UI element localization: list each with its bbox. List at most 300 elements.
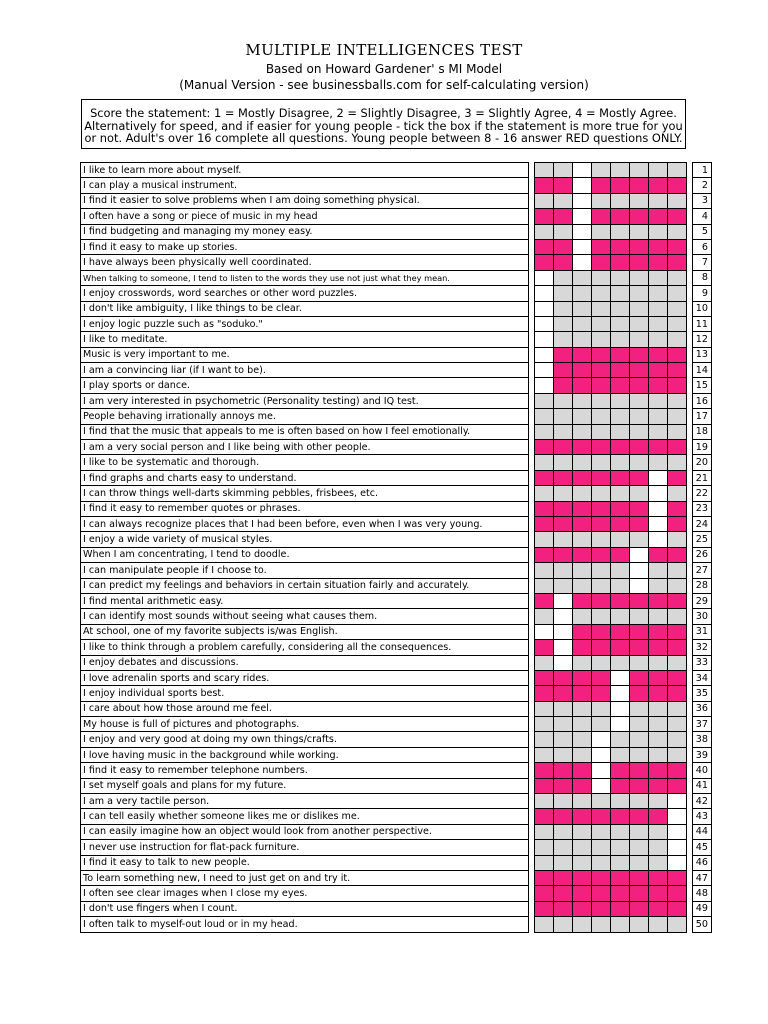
score-box-7[interactable]: [649, 209, 668, 224]
score-box-8[interactable]: [668, 593, 687, 608]
score-box-4[interactable]: [592, 209, 611, 224]
score-box-4[interactable]: [592, 624, 611, 639]
score-box-7[interactable]: [649, 778, 668, 793]
score-box-6[interactable]: [630, 193, 649, 208]
score-box-6[interactable]: [630, 701, 649, 716]
score-box-6[interactable]: [630, 332, 649, 347]
score-box-7[interactable]: [649, 239, 668, 254]
score-box-6[interactable]: [630, 532, 649, 547]
score-box-3[interactable]: [573, 547, 592, 562]
score-box-5[interactable]: [611, 516, 630, 531]
score-box-4[interactable]: [592, 440, 611, 455]
score-box-8[interactable]: [668, 640, 687, 655]
score-box-8[interactable]: [668, 470, 687, 485]
score-box-5[interactable]: [611, 609, 630, 624]
score-box-4[interactable]: [592, 224, 611, 239]
score-box-6[interactable]: [630, 286, 649, 301]
score-box-3[interactable]: [573, 886, 592, 901]
score-box-6[interactable]: [630, 547, 649, 562]
score-box-4[interactable]: [592, 301, 611, 316]
score-box-6[interactable]: [630, 224, 649, 239]
score-box-5[interactable]: [611, 855, 630, 870]
score-box-1[interactable]: [535, 593, 554, 608]
score-box-1[interactable]: [535, 840, 554, 855]
score-box-4[interactable]: [592, 824, 611, 839]
score-box-5[interactable]: [611, 686, 630, 701]
score-box-5[interactable]: [611, 824, 630, 839]
score-box-1[interactable]: [535, 424, 554, 439]
score-box-3[interactable]: [573, 209, 592, 224]
score-box-5[interactable]: [611, 316, 630, 331]
score-box-5[interactable]: [611, 763, 630, 778]
score-box-6[interactable]: [630, 809, 649, 824]
score-box-1[interactable]: [535, 440, 554, 455]
score-box-8[interactable]: [668, 901, 687, 916]
score-box-8[interactable]: [668, 193, 687, 208]
score-box-7[interactable]: [649, 763, 668, 778]
score-box-7[interactable]: [649, 286, 668, 301]
score-box-7[interactable]: [649, 470, 668, 485]
score-box-3[interactable]: [573, 794, 592, 809]
score-box-7[interactable]: [649, 393, 668, 408]
score-box-7[interactable]: [649, 224, 668, 239]
score-box-5[interactable]: [611, 409, 630, 424]
score-box-4[interactable]: [592, 347, 611, 362]
score-box-1[interactable]: [535, 516, 554, 531]
score-box-2[interactable]: [554, 501, 573, 516]
score-box-6[interactable]: [630, 593, 649, 608]
score-box-6[interactable]: [630, 455, 649, 470]
score-box-2[interactable]: [554, 193, 573, 208]
score-box-6[interactable]: [630, 655, 649, 670]
score-box-4[interactable]: [592, 486, 611, 501]
score-box-2[interactable]: [554, 655, 573, 670]
score-box-4[interactable]: [592, 778, 611, 793]
score-box-3[interactable]: [573, 732, 592, 747]
score-box-1[interactable]: [535, 917, 554, 932]
score-box-3[interactable]: [573, 470, 592, 485]
score-box-3[interactable]: [573, 501, 592, 516]
score-box-8[interactable]: [668, 809, 687, 824]
score-box-8[interactable]: [668, 455, 687, 470]
score-box-7[interactable]: [649, 640, 668, 655]
score-box-5[interactable]: [611, 809, 630, 824]
score-box-5[interactable]: [611, 239, 630, 254]
score-box-3[interactable]: [573, 270, 592, 285]
score-box-1[interactable]: [535, 578, 554, 593]
score-box-2[interactable]: [554, 424, 573, 439]
score-box-6[interactable]: [630, 717, 649, 732]
score-box-2[interactable]: [554, 563, 573, 578]
score-box-2[interactable]: [554, 901, 573, 916]
score-box-8[interactable]: [668, 239, 687, 254]
score-box-5[interactable]: [611, 332, 630, 347]
score-box-7[interactable]: [649, 840, 668, 855]
score-box-5[interactable]: [611, 363, 630, 378]
score-box-6[interactable]: [630, 824, 649, 839]
score-box-7[interactable]: [649, 855, 668, 870]
score-box-2[interactable]: [554, 332, 573, 347]
score-box-8[interactable]: [668, 163, 687, 178]
score-box-6[interactable]: [630, 763, 649, 778]
score-box-7[interactable]: [649, 332, 668, 347]
score-box-4[interactable]: [592, 763, 611, 778]
score-box-4[interactable]: [592, 686, 611, 701]
score-box-4[interactable]: [592, 717, 611, 732]
score-box-3[interactable]: [573, 239, 592, 254]
score-box-5[interactable]: [611, 347, 630, 362]
score-box-8[interactable]: [668, 501, 687, 516]
score-box-1[interactable]: [535, 609, 554, 624]
score-box-8[interactable]: [668, 224, 687, 239]
score-box-2[interactable]: [554, 209, 573, 224]
score-box-5[interactable]: [611, 424, 630, 439]
score-box-4[interactable]: [592, 255, 611, 270]
score-box-8[interactable]: [668, 486, 687, 501]
score-box-5[interactable]: [611, 670, 630, 685]
score-box-8[interactable]: [668, 209, 687, 224]
score-box-5[interactable]: [611, 378, 630, 393]
score-box-6[interactable]: [630, 624, 649, 639]
score-box-5[interactable]: [611, 701, 630, 716]
score-box-3[interactable]: [573, 778, 592, 793]
score-box-6[interactable]: [630, 578, 649, 593]
score-box-2[interactable]: [554, 747, 573, 762]
score-box-8[interactable]: [668, 701, 687, 716]
score-box-1[interactable]: [535, 563, 554, 578]
score-box-3[interactable]: [573, 363, 592, 378]
score-box-8[interactable]: [668, 578, 687, 593]
score-box-3[interactable]: [573, 163, 592, 178]
score-box-5[interactable]: [611, 732, 630, 747]
score-box-4[interactable]: [592, 640, 611, 655]
score-box-8[interactable]: [668, 747, 687, 762]
score-box-4[interactable]: [592, 917, 611, 932]
score-box-3[interactable]: [573, 193, 592, 208]
score-box-7[interactable]: [649, 455, 668, 470]
score-box-1[interactable]: [535, 901, 554, 916]
score-box-1[interactable]: [535, 239, 554, 254]
score-box-2[interactable]: [554, 378, 573, 393]
score-box-7[interactable]: [649, 378, 668, 393]
score-box-5[interactable]: [611, 886, 630, 901]
score-box-4[interactable]: [592, 794, 611, 809]
score-box-6[interactable]: [630, 209, 649, 224]
score-box-7[interactable]: [649, 701, 668, 716]
score-box-1[interactable]: [535, 255, 554, 270]
score-box-7[interactable]: [649, 655, 668, 670]
score-box-7[interactable]: [649, 440, 668, 455]
score-box-8[interactable]: [668, 547, 687, 562]
score-box-4[interactable]: [592, 578, 611, 593]
score-box-8[interactable]: [668, 316, 687, 331]
score-box-3[interactable]: [573, 578, 592, 593]
score-box-2[interactable]: [554, 286, 573, 301]
score-box-3[interactable]: [573, 286, 592, 301]
score-box-2[interactable]: [554, 717, 573, 732]
score-box-1[interactable]: [535, 286, 554, 301]
score-box-3[interactable]: [573, 747, 592, 762]
score-box-6[interactable]: [630, 301, 649, 316]
score-box-2[interactable]: [554, 624, 573, 639]
score-box-4[interactable]: [592, 547, 611, 562]
score-box-7[interactable]: [649, 824, 668, 839]
score-box-3[interactable]: [573, 224, 592, 239]
score-box-1[interactable]: [535, 501, 554, 516]
score-box-1[interactable]: [535, 378, 554, 393]
score-box-2[interactable]: [554, 732, 573, 747]
score-box-5[interactable]: [611, 532, 630, 547]
score-box-2[interactable]: [554, 855, 573, 870]
score-box-7[interactable]: [649, 870, 668, 885]
score-box-2[interactable]: [554, 163, 573, 178]
score-box-8[interactable]: [668, 778, 687, 793]
score-box-1[interactable]: [535, 547, 554, 562]
score-box-8[interactable]: [668, 855, 687, 870]
score-box-1[interactable]: [535, 470, 554, 485]
score-box-1[interactable]: [535, 701, 554, 716]
score-box-5[interactable]: [611, 501, 630, 516]
score-box-7[interactable]: [649, 809, 668, 824]
score-box-2[interactable]: [554, 547, 573, 562]
score-box-1[interactable]: [535, 332, 554, 347]
score-box-1[interactable]: [535, 393, 554, 408]
score-box-8[interactable]: [668, 409, 687, 424]
score-box-5[interactable]: [611, 178, 630, 193]
score-box-6[interactable]: [630, 393, 649, 408]
score-box-2[interactable]: [554, 455, 573, 470]
score-box-4[interactable]: [592, 670, 611, 685]
score-box-6[interactable]: [630, 270, 649, 285]
score-box-5[interactable]: [611, 470, 630, 485]
score-box-4[interactable]: [592, 655, 611, 670]
score-box-1[interactable]: [535, 209, 554, 224]
score-box-7[interactable]: [649, 501, 668, 516]
score-box-2[interactable]: [554, 532, 573, 547]
score-box-6[interactable]: [630, 316, 649, 331]
score-box-2[interactable]: [554, 178, 573, 193]
score-box-3[interactable]: [573, 855, 592, 870]
score-box-2[interactable]: [554, 224, 573, 239]
score-box-4[interactable]: [592, 886, 611, 901]
score-box-7[interactable]: [649, 347, 668, 362]
score-box-1[interactable]: [535, 163, 554, 178]
score-box-8[interactable]: [668, 763, 687, 778]
score-box-7[interactable]: [649, 424, 668, 439]
score-box-5[interactable]: [611, 563, 630, 578]
score-box-8[interactable]: [668, 563, 687, 578]
score-box-6[interactable]: [630, 886, 649, 901]
score-box-2[interactable]: [554, 917, 573, 932]
score-box-5[interactable]: [611, 301, 630, 316]
score-box-7[interactable]: [649, 193, 668, 208]
score-box-5[interactable]: [611, 593, 630, 608]
score-box-1[interactable]: [535, 270, 554, 285]
score-box-8[interactable]: [668, 440, 687, 455]
score-box-5[interactable]: [611, 440, 630, 455]
score-box-3[interactable]: [573, 424, 592, 439]
score-box-4[interactable]: [592, 163, 611, 178]
score-box-4[interactable]: [592, 809, 611, 824]
score-box-5[interactable]: [611, 286, 630, 301]
score-box-4[interactable]: [592, 563, 611, 578]
score-box-1[interactable]: [535, 855, 554, 870]
score-box-1[interactable]: [535, 624, 554, 639]
score-box-3[interactable]: [573, 563, 592, 578]
score-box-1[interactable]: [535, 747, 554, 762]
score-box-2[interactable]: [554, 316, 573, 331]
score-box-4[interactable]: [592, 732, 611, 747]
score-box-5[interactable]: [611, 209, 630, 224]
score-box-5[interactable]: [611, 193, 630, 208]
score-box-8[interactable]: [668, 686, 687, 701]
score-box-7[interactable]: [649, 563, 668, 578]
score-box-7[interactable]: [649, 547, 668, 562]
score-box-8[interactable]: [668, 516, 687, 531]
score-box-5[interactable]: [611, 270, 630, 285]
score-box-6[interactable]: [630, 870, 649, 885]
score-box-5[interactable]: [611, 393, 630, 408]
score-box-6[interactable]: [630, 794, 649, 809]
score-box-8[interactable]: [668, 886, 687, 901]
score-box-8[interactable]: [668, 870, 687, 885]
score-box-5[interactable]: [611, 747, 630, 762]
score-box-1[interactable]: [535, 640, 554, 655]
score-box-6[interactable]: [630, 732, 649, 747]
score-box-4[interactable]: [592, 239, 611, 254]
score-box-4[interactable]: [592, 378, 611, 393]
score-box-5[interactable]: [611, 486, 630, 501]
score-box-3[interactable]: [573, 701, 592, 716]
score-box-8[interactable]: [668, 178, 687, 193]
score-box-6[interactable]: [630, 440, 649, 455]
score-box-2[interactable]: [554, 363, 573, 378]
score-box-2[interactable]: [554, 578, 573, 593]
score-box-1[interactable]: [535, 193, 554, 208]
score-box-7[interactable]: [649, 917, 668, 932]
score-box-5[interactable]: [611, 870, 630, 885]
score-box-8[interactable]: [668, 732, 687, 747]
score-box-6[interactable]: [630, 609, 649, 624]
score-box-2[interactable]: [554, 470, 573, 485]
score-box-5[interactable]: [611, 717, 630, 732]
score-box-4[interactable]: [592, 840, 611, 855]
score-box-6[interactable]: [630, 424, 649, 439]
score-box-8[interactable]: [668, 655, 687, 670]
score-box-3[interactable]: [573, 593, 592, 608]
score-box-3[interactable]: [573, 717, 592, 732]
score-box-1[interactable]: [535, 717, 554, 732]
score-box-1[interactable]: [535, 655, 554, 670]
score-box-4[interactable]: [592, 409, 611, 424]
score-box-5[interactable]: [611, 901, 630, 916]
score-box-3[interactable]: [573, 670, 592, 685]
score-box-1[interactable]: [535, 824, 554, 839]
score-box-3[interactable]: [573, 409, 592, 424]
score-box-1[interactable]: [535, 224, 554, 239]
score-box-2[interactable]: [554, 301, 573, 316]
score-box-6[interactable]: [630, 378, 649, 393]
score-box-1[interactable]: [535, 363, 554, 378]
score-box-7[interactable]: [649, 486, 668, 501]
score-box-3[interactable]: [573, 532, 592, 547]
score-box-6[interactable]: [630, 470, 649, 485]
score-box-7[interactable]: [649, 301, 668, 316]
score-box-2[interactable]: [554, 593, 573, 608]
score-box-7[interactable]: [649, 732, 668, 747]
score-box-3[interactable]: [573, 870, 592, 885]
score-box-6[interactable]: [630, 917, 649, 932]
score-box-1[interactable]: [535, 486, 554, 501]
score-box-2[interactable]: [554, 701, 573, 716]
score-box-2[interactable]: [554, 809, 573, 824]
score-box-4[interactable]: [592, 455, 611, 470]
score-box-6[interactable]: [630, 239, 649, 254]
score-box-3[interactable]: [573, 332, 592, 347]
score-box-1[interactable]: [535, 316, 554, 331]
score-box-7[interactable]: [649, 593, 668, 608]
score-box-8[interactable]: [668, 840, 687, 855]
score-box-2[interactable]: [554, 686, 573, 701]
score-box-2[interactable]: [554, 486, 573, 501]
score-box-4[interactable]: [592, 870, 611, 885]
score-box-8[interactable]: [668, 378, 687, 393]
score-box-4[interactable]: [592, 363, 611, 378]
score-box-5[interactable]: [611, 640, 630, 655]
score-box-4[interactable]: [592, 593, 611, 608]
score-box-7[interactable]: [649, 532, 668, 547]
score-box-2[interactable]: [554, 409, 573, 424]
score-box-3[interactable]: [573, 516, 592, 531]
score-box-6[interactable]: [630, 178, 649, 193]
score-box-2[interactable]: [554, 270, 573, 285]
score-box-3[interactable]: [573, 763, 592, 778]
score-box-2[interactable]: [554, 840, 573, 855]
score-box-3[interactable]: [573, 655, 592, 670]
score-box-6[interactable]: [630, 686, 649, 701]
score-box-3[interactable]: [573, 624, 592, 639]
score-box-3[interactable]: [573, 455, 592, 470]
score-box-7[interactable]: [649, 624, 668, 639]
score-box-6[interactable]: [630, 840, 649, 855]
score-box-1[interactable]: [535, 686, 554, 701]
score-box-5[interactable]: [611, 794, 630, 809]
score-box-2[interactable]: [554, 778, 573, 793]
score-box-5[interactable]: [611, 778, 630, 793]
score-box-7[interactable]: [649, 686, 668, 701]
score-box-7[interactable]: [649, 178, 668, 193]
score-box-4[interactable]: [592, 270, 611, 285]
score-box-3[interactable]: [573, 824, 592, 839]
score-box-3[interactable]: [573, 609, 592, 624]
score-box-1[interactable]: [535, 455, 554, 470]
score-box-2[interactable]: [554, 824, 573, 839]
score-box-5[interactable]: [611, 840, 630, 855]
score-box-3[interactable]: [573, 840, 592, 855]
score-box-1[interactable]: [535, 886, 554, 901]
score-box-4[interactable]: [592, 701, 611, 716]
score-box-6[interactable]: [630, 901, 649, 916]
score-box-8[interactable]: [668, 332, 687, 347]
score-box-8[interactable]: [668, 301, 687, 316]
score-box-8[interactable]: [668, 917, 687, 932]
score-box-8[interactable]: [668, 717, 687, 732]
score-box-4[interactable]: [592, 393, 611, 408]
score-box-6[interactable]: [630, 778, 649, 793]
score-box-1[interactable]: [535, 809, 554, 824]
score-box-7[interactable]: [649, 163, 668, 178]
score-box-7[interactable]: [649, 578, 668, 593]
